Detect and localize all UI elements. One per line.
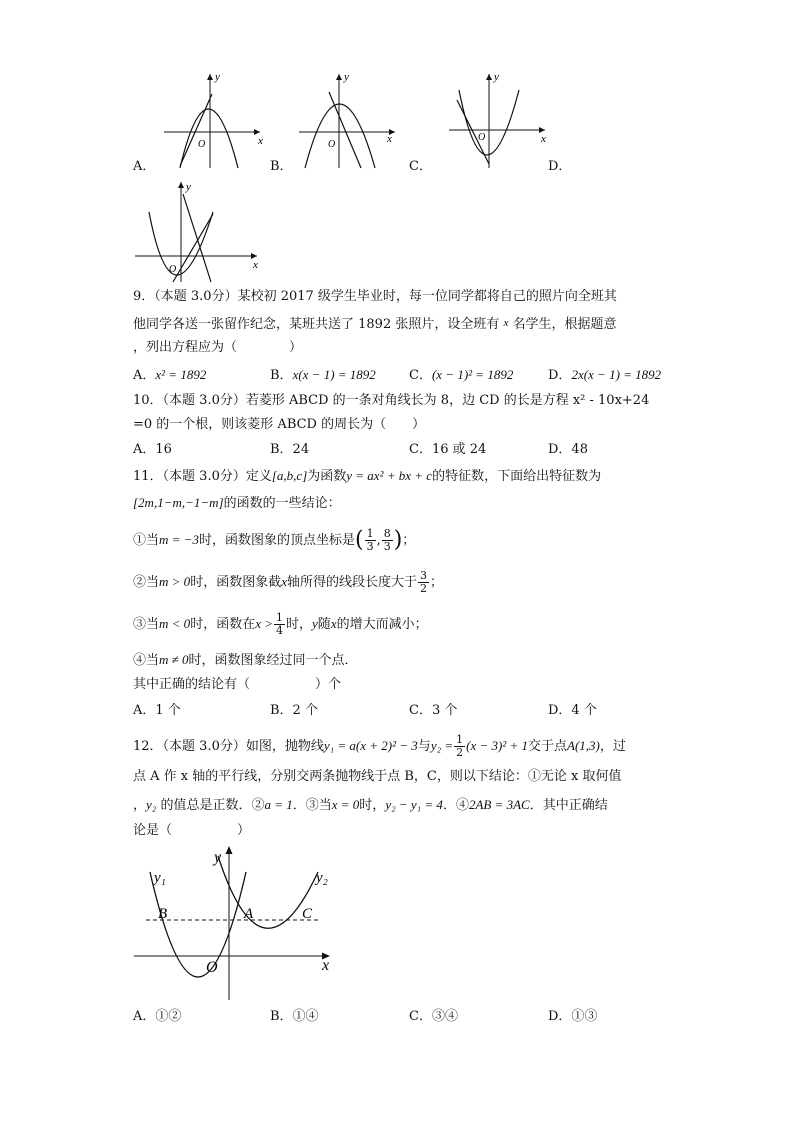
q9-option-a[interactable] [133,366,206,385]
q11-c3-den: 4 [276,624,283,637]
q11-stem-1c: 为函数 [307,469,347,484]
graph-c-origin: O [478,132,486,143]
q10-option-a[interactable]: A．16 [133,442,172,457]
q12-stem-num: 1 [456,733,464,746]
q11-c3f: y [312,616,318,631]
q9-stem-line-3: ，列出方程应为（ ） [133,340,303,355]
q12-stem-1d: y₂ = [430,738,454,753]
q12-stem-line-4: 论是（ ） [133,823,251,838]
graph-c-label: C． [409,159,432,174]
q11-c3i: 的增大而减小； [336,617,428,632]
q12-stem-3j: 2AB = 3AC [468,797,530,812]
q9-stem-2b: 名学生，根据题意 [508,317,617,332]
q12-stem-1c: 与 [417,739,431,754]
q11-conclusion-4 [133,651,358,670]
q12-stem-1h: ，过 [599,739,626,754]
q11-stem-1b: [a,b,c] [271,468,308,483]
q9-option-c[interactable] [409,366,513,385]
q11-stem-end: 其中正确的结论有（ ）个 [133,677,342,692]
q9-option-d[interactable] [548,366,661,385]
q11-c2-frac [418,570,429,595]
q11-c4a: ④当 [133,653,160,668]
q11-c3h: x [330,616,337,631]
q11-stem-1d: y = ax² + bx + c [346,468,433,483]
q9-option-b[interactable] [270,366,376,385]
q11-c2f: ； [430,575,444,590]
graph-a-origin: O [198,139,206,150]
q12-stem-3h: y₂ − y₁ = 4 [385,797,443,812]
q12-label-y2: y₂ [316,870,328,886]
q12-option-c[interactable]: C．③④ [409,1009,458,1024]
graph-d-figure [133,178,263,283]
q11-c2e: 轴所得的线段长度大于 [286,575,417,590]
q12-option-d[interactable]: D．①③ [548,1009,598,1024]
q12-label-origin: O [206,959,218,976]
q11-c1a: ①当 [133,533,160,548]
graph-a-label: A． [133,159,156,174]
q10-stem-line-1: 10．（本题 3.0分）若菱形 ABCD 的一条对角线长为 8，边 CD 的长是方程 x² - 10x+24 [133,393,650,408]
q11-c1d: ； [402,533,416,548]
q9-option-d-expr: 2x(x − 1) = 1892 [571,367,662,382]
q9-stem-2a: 他同学各送一张留作纪念，某班共送了 1892 张照片，设全班有 [133,317,504,332]
q10-option-b[interactable]: B．24 [270,442,310,457]
q11-c3b: m < 0 [159,616,191,631]
q12-option-b[interactable]: B．①④ [270,1009,319,1024]
q9-option-b-letter: B． [270,368,293,383]
q12-parabola-figure [132,842,342,1002]
graph-a-ylabel: y [215,71,220,83]
q9-option-c-letter: C． [409,368,432,383]
q12-stem-3k: ．其中正确结 [529,798,608,813]
q11-c2a: ②当 [133,575,160,590]
q12-label-c: C [302,906,313,922]
q12-stem-1f: 交于点 [528,739,568,754]
q11-c3c: 时，函数在 [190,617,256,632]
q12-label-y: y [214,849,222,866]
q12-stem-den: 2 [456,746,464,759]
q12-stem-3a: ， [133,798,147,813]
graph-d-origin: O [169,264,177,275]
q11-c3a: ③当 [133,617,160,632]
q12-stem-3f: x = 0 [331,797,360,812]
q11-c4b: m ≠ 0 [159,652,189,667]
q9-option-b-expr: x(x − 1) = 1892 [292,367,376,382]
q11-c1-den-2: 3 [383,540,391,553]
q10-option-d[interactable]: D．48 [548,442,588,457]
graph-b-origin: O [328,139,336,150]
q12-option-a[interactable]: A．①② [133,1009,182,1024]
q11-c1-den-1: 3 [366,540,374,553]
graph-c-ylabel: y [494,71,499,83]
graph-b-ylabel: y [344,71,349,83]
q11-conclusion-2 [133,569,443,596]
q12-stem-3i: ．④ [442,798,469,813]
graph-d-ylabel: y [186,181,191,193]
q9-option-a-expr: x² = 1892 [155,367,207,382]
q12-stem-line-1 [133,733,626,760]
q9-stem-var: x [503,317,509,329]
q9-option-a-letter: A． [133,368,156,383]
graph-a-xlabel: x [258,135,263,147]
q11-conclusion-1: ①当m = −3时，函数图象的顶点坐标是( $\frac{1}{3}$ , $\frac{8}{3}$ )； [133,527,416,553]
q11-stem-2a: [2m,1−m,−1−m] [133,495,224,510]
graph-d-label: D． [548,159,572,174]
q11-option-a[interactable]: A．1 个 [133,703,181,718]
q11-option-d[interactable]: D．4 个 [548,703,597,718]
q9-option-d-letter: D． [548,368,572,383]
q12-label-y1: y₁ [154,870,166,886]
q11-c3e: 时， [286,617,313,632]
q11-conclusion-3 [133,611,428,638]
q12-stem-1e: (x − 3)² + 1 [466,738,528,753]
q10-stem-line-2: =0 的一个根，则该菱形 ABCD 的周长为（ ） [133,417,426,432]
q11-option-b[interactable]: B．2 个 [270,703,318,718]
q9-stem-line-2 [133,314,617,334]
q12-stem-1a: 12．（本题 3.0分）如图，抛物线 [133,739,324,754]
q12-label-a: A [244,906,254,922]
q11-c1-num-2: 8 [383,527,391,540]
q11-c2d: x [281,574,287,589]
q11-c2-num: 3 [420,569,427,582]
graph-b-figure [295,70,405,170]
q12-stem-3d: a = 1 [264,797,293,812]
q11-c4c: 时，函数图象经过同一个点． [188,653,358,668]
q11-c1-frac-2 [382,528,393,553]
graph-b-xlabel: x [387,133,392,145]
q11-c1b: m = −3 [159,532,199,547]
q12-stem-3b: y₂ [146,797,157,812]
q11-c3-frac [274,612,285,637]
q11-c3-num: 1 [276,611,283,624]
graph-c-xlabel: x [541,133,546,145]
q11-c3g: 随 [317,617,331,632]
q12-stem-3e: ．③当 [292,798,332,813]
q12-stem-1g: A(1,3) [567,738,600,753]
q12-label-x: x [322,957,330,974]
q11-c2-den: 2 [420,582,427,595]
q11-c2b: m > 0 [159,574,191,589]
q11-c2c: 时，函数图象截 [190,575,282,590]
q11-stem-1a: 11．（本题 3.0分）定义 [133,469,272,484]
q11-c1-frac-1 [365,528,376,553]
q12-stem-3g: 时， [359,798,386,813]
q12-stem-3c: 的值总是正数．② [156,798,265,813]
q11-c3d: x > [255,616,273,631]
q10-option-c[interactable]: C．16 或 24 [409,442,487,457]
graph-a-figure [160,70,270,170]
q11-stem-line-1 [133,467,601,486]
q12-stem-1b: y₁ = a(x + 2)² − 3 [323,738,418,753]
q11-c1c: 时，函数图象的顶点坐标是 [198,533,355,548]
q9-stem-line-1: 9．（本题 3.0分）某校初 2017 级学生毕业时，每一位同学都将自己的照片向全班其 [133,289,617,304]
q11-stem-line-2 [133,494,341,513]
q11-c1-num-1: 1 [366,527,374,540]
q12-label-b: B [158,906,168,922]
graph-b-label: B． [270,159,293,174]
q11-stem-2b: 的函数的一些结论： [223,496,341,511]
q12-stem-frac [454,734,465,759]
graph-c-figure [445,70,555,170]
q9-option-c-expr: (x − 1)² = 1892 [431,367,514,382]
q11-option-c[interactable]: C．3 个 [409,703,458,718]
q12-stem-line-3 [133,796,608,815]
graph-d-xlabel: x [253,259,258,271]
q11-stem-1e: 的特征数，下面给出特征数为 [432,469,602,484]
q12-stem-line-2: 点 A 作 x 轴的平行线，分别交两条抛物线于点 B，C，则以下结论：①无论 x 取何值 [133,769,622,784]
